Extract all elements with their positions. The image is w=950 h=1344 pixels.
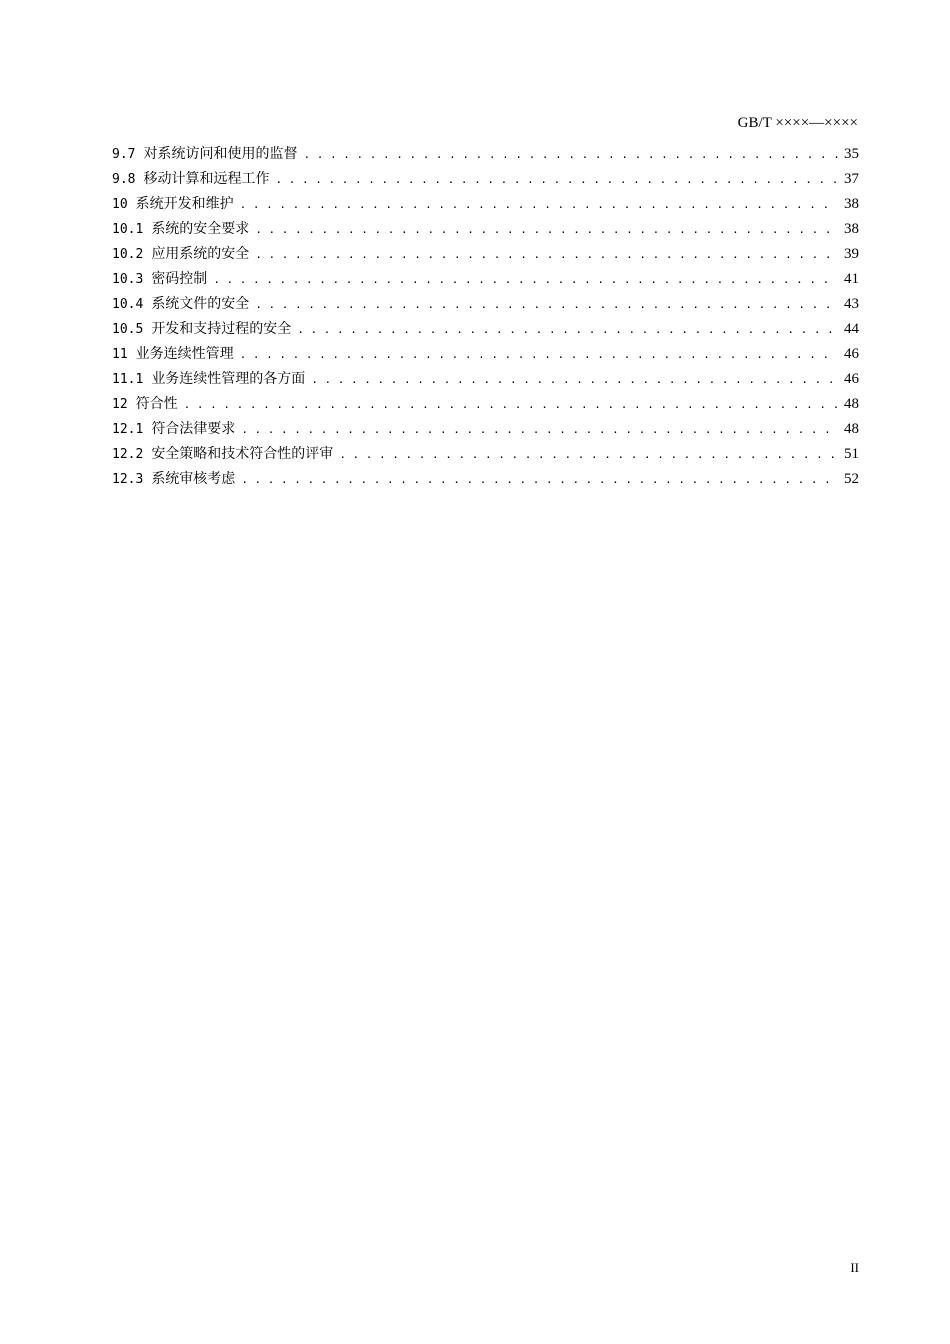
toc-entry-page: 39 (844, 246, 859, 262)
toc-entry-page: 48 (844, 396, 859, 412)
toc-dot-leader (311, 371, 838, 389)
toc-entry[interactable] (112, 270, 859, 295)
table-of-contents (112, 145, 859, 495)
toc-dot-leader (275, 171, 838, 189)
toc-entry-title: 符合法律要求 (151, 421, 236, 437)
toc-entry-title: 系统开发和维护 (135, 196, 234, 212)
toc-entry[interactable] (112, 345, 859, 370)
toc-entry-number: 12 (112, 397, 128, 412)
toc-entry-page: 38 (844, 196, 859, 212)
toc-entry-title: 安全策略和技术符合性的评审 (151, 446, 334, 462)
toc-entry-title: 业务连续性管理 (135, 346, 234, 362)
toc-entry[interactable] (112, 320, 859, 345)
toc-dot-leader (339, 446, 838, 464)
toc-entry-page: 38 (844, 221, 859, 237)
footer-page-number: II (850, 1260, 859, 1275)
toc-dot-leader (255, 246, 838, 264)
header-standard-code: GB/T ××××—×××× (737, 115, 858, 131)
toc-dot-leader (241, 471, 838, 489)
toc-entry-page: 41 (844, 271, 859, 287)
toc-entry-number: 11 (112, 347, 128, 362)
toc-entry-number: 9.7 (112, 147, 136, 162)
toc-entry[interactable] (112, 195, 859, 220)
toc-entry-page: 51 (844, 446, 859, 462)
toc-entry-page: 52 (844, 471, 859, 487)
toc-entry[interactable] (112, 295, 859, 320)
toc-entry-title: 开发和支持过程的安全 (151, 321, 292, 337)
toc-entry[interactable] (112, 420, 859, 445)
toc-entry[interactable] (112, 220, 859, 245)
toc-dot-leader (240, 346, 838, 364)
toc-entry-number: 12.2 (112, 447, 144, 462)
toc-dot-leader (213, 271, 838, 289)
toc-entry-title: 符合性 (135, 396, 178, 412)
toc-entry-page: 44 (844, 321, 859, 337)
toc-dot-leader (303, 146, 838, 164)
toc-entry-title: 系统的安全要求 (151, 221, 250, 237)
toc-entry[interactable] (112, 245, 859, 270)
toc-entry-page: 46 (844, 346, 859, 362)
toc-dot-leader (240, 196, 838, 214)
toc-entry-title: 系统文件的安全 (151, 296, 250, 312)
toc-entry-number: 10.3 (112, 272, 144, 287)
toc-entry-page: 37 (844, 171, 859, 187)
toc-dot-leader (297, 321, 838, 339)
toc-entry-title: 应用系统的安全 (151, 246, 250, 262)
toc-dot-leader (184, 396, 838, 414)
toc-entry-number: 12.3 (112, 472, 144, 487)
toc-entry[interactable] (112, 370, 859, 395)
toc-entry-number: 10.4 (112, 297, 144, 312)
toc-entry-title: 密码控制 (151, 271, 208, 287)
toc-entry[interactable] (112, 170, 859, 195)
toc-entry-page: 46 (844, 371, 859, 387)
toc-entry-title: 对系统访问和使用的监督 (143, 146, 298, 162)
toc-entry-title: 系统审核考虑 (151, 471, 236, 487)
toc-dot-leader (255, 221, 838, 239)
toc-entry-page: 35 (844, 146, 859, 162)
toc-entry-page: 43 (844, 296, 859, 312)
toc-entry[interactable] (112, 470, 859, 495)
toc-entry-page: 48 (844, 421, 859, 437)
toc-entry-number: 10.2 (112, 247, 144, 262)
toc-entry[interactable] (112, 395, 859, 420)
toc-entry-number: 10 (112, 197, 128, 212)
toc-dot-leader (241, 421, 838, 439)
toc-entry-number: 11.1 (112, 372, 144, 387)
toc-dot-leader (255, 296, 838, 314)
toc-entry-number: 10.1 (112, 222, 144, 237)
toc-entry[interactable] (112, 445, 859, 470)
toc-entry-title: 移动计算和远程工作 (143, 171, 270, 187)
toc-entry-title: 业务连续性管理的各方面 (151, 371, 306, 387)
toc-entry-number: 10.5 (112, 322, 144, 337)
toc-entry[interactable] (112, 145, 859, 170)
toc-entry-number: 9.8 (112, 172, 136, 187)
toc-entry-number: 12.1 (112, 422, 144, 437)
